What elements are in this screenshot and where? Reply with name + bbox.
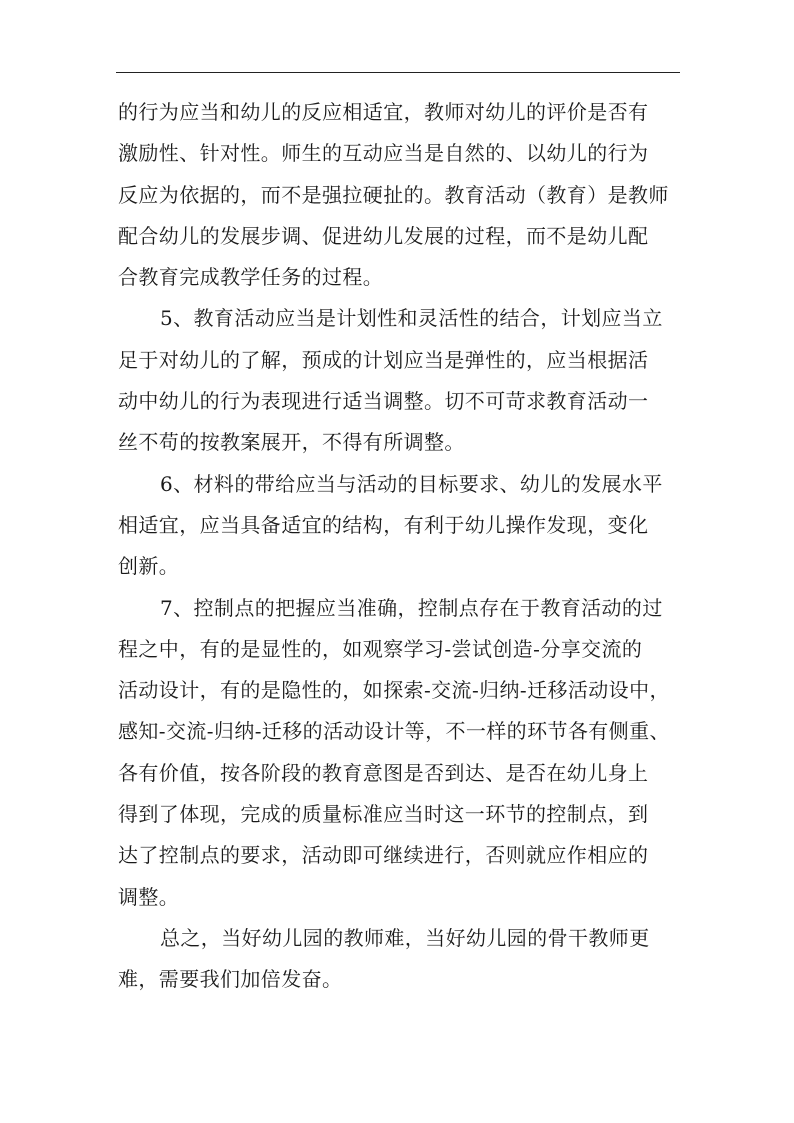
paragraph-continuation	[118, 92, 680, 298]
paragraph-summary	[118, 918, 680, 1001]
text-line: 活动设计，有的是隐性的，如探索-交流-归纳-迁移活动设中，	[118, 678, 670, 703]
text-line: 各有价值，按各阶段的教育意图是否到达、是否在幼儿身上	[118, 760, 649, 785]
text-line: 调整。	[118, 884, 180, 909]
document-body	[118, 92, 680, 1001]
text-line: 6、材料的带给应当与活动的目标要求、幼儿的发展水平	[160, 471, 663, 496]
text-line: 程之中，有的是显性的，如观察学习-尝试创造-分享交流的	[118, 636, 643, 661]
text-line: 达了控制点的要求，活动即可继续进行，否则就应作相应的	[118, 843, 649, 868]
text-line: 丝不苟的按教案展开，不得有所调整。	[118, 430, 465, 455]
text-line: 相适宜，应当具备适宜的结构，有利于幼儿操作发现，变化	[118, 512, 649, 537]
text-line: 7、控制点的把握应当准确，控制点存在于教育活动的过	[160, 595, 663, 620]
text-line: 反应为依据的，而不是强拉硬扯的。教育活动（教育）是教师	[118, 182, 669, 207]
text-line: 足于对幼儿的了解，预成的计划应当是弹性的，应当根据活	[118, 347, 649, 372]
text-line: 合教育完成教学任务的过程。	[118, 265, 384, 290]
text-line: 配合幼儿的发展步调、促进幼儿发展的过程，而不是幼儿配	[118, 223, 649, 248]
text-line: 感知-交流-归纳-迁移的活动设计等，不一样的环节各有侧重、	[118, 719, 670, 744]
text-line: 得到了体现，完成的质量标准应当时这一环节的控制点，到	[118, 802, 649, 827]
text-line: 动中幼儿的行为表现进行适当调整。切不可苛求教育活动一	[118, 389, 649, 414]
paragraph-item-6	[118, 464, 680, 588]
paragraph-item-7	[118, 588, 680, 918]
paragraph-item-5	[118, 298, 680, 463]
text-line: 5、教育活动应当是计划性和灵活性的结合，计划应当立	[160, 306, 663, 331]
text-line: 激励性、针对性。师生的互动应当是自然的、以幼儿的行为	[118, 141, 649, 166]
text-line: 总之，当好幼儿园的教师难，当好幼儿园的骨干教师更	[160, 925, 650, 950]
text-line: 创新。	[118, 554, 180, 579]
header-rule	[116, 72, 680, 73]
text-line: 难，需要我们加倍发奋。	[118, 967, 343, 992]
text-line: 的行为应当和幼儿的反应相适宜，教师对幼儿的评价是否有	[118, 100, 649, 124]
